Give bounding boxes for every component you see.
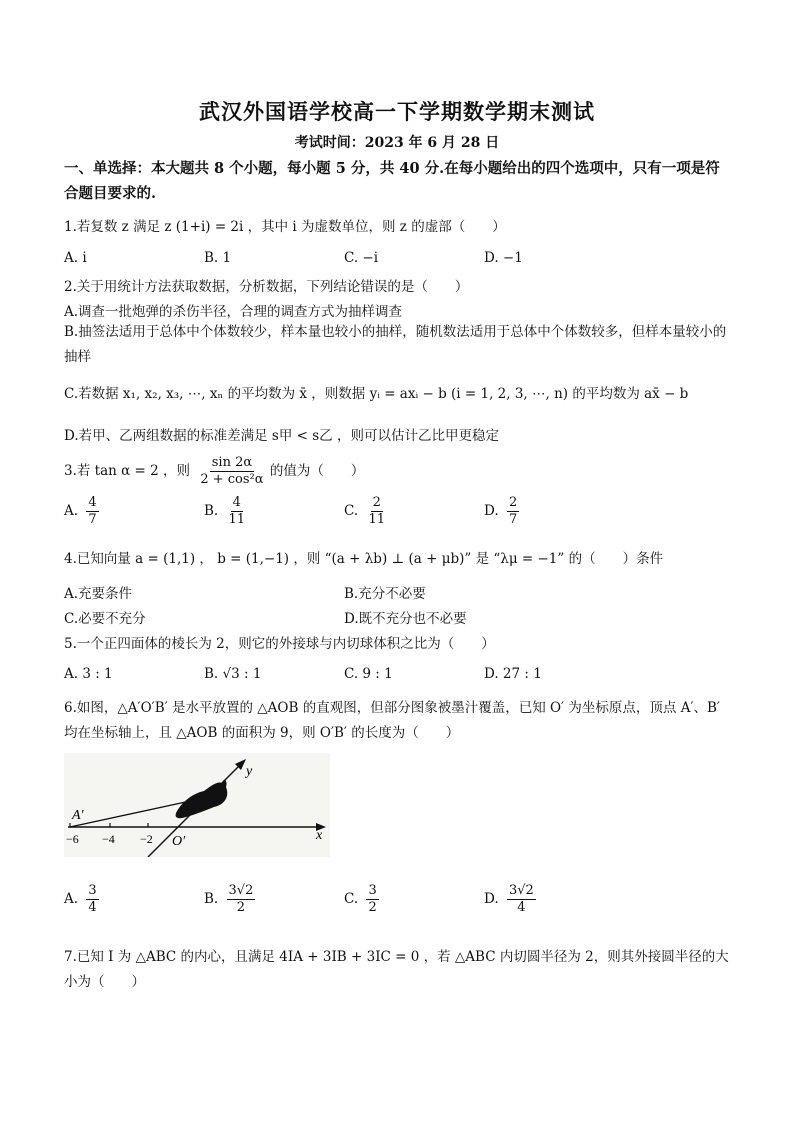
q6-a-frac — [86, 883, 98, 916]
tick-label-neg6: −6 — [66, 832, 79, 846]
q5-option-c: C. 9 : 1 — [344, 666, 393, 682]
q3-stem-pre: 3.若 tan α = 2 ，则 — [64, 463, 191, 479]
q6-a-label: A. — [64, 891, 79, 907]
q3-option-c — [344, 495, 387, 528]
q6-stem: 6.如图，△A′O′B′ 是水平放置的 △AOB 的直观图，但部分图象被墨汁覆盖，已知 O′ 为坐标原点，顶点 A′、B′ 均在坐标轴上，且 △AOB 的面积为 9，则 O′B′ 的长度为（ ） — [64, 700, 720, 741]
q1-option-b: B. 1 — [204, 250, 232, 266]
q6-coordinate-diagram — [64, 753, 330, 857]
q4-option-d: D.既不充分也不必要 — [344, 611, 467, 627]
q6-d-frac — [507, 883, 536, 916]
q7-stem: 7.已知 I 为 △ABC 的内心，且满足 4IA + 3IB + 3IC = 0 ，若 △ABC 内切圆半径为 2，则其外接圆半径的大小为（ ） — [64, 949, 729, 990]
tick-label-neg2: −2 — [140, 832, 153, 846]
q3-a-label: A. — [64, 503, 79, 519]
q3-b-frac — [227, 495, 248, 528]
q6-b-label: B. — [204, 891, 219, 907]
q6-option-c — [344, 883, 379, 916]
q6-a-num: 3 — [88, 883, 97, 898]
ink-blot — [176, 780, 228, 818]
q3-c-den: 11 — [368, 512, 385, 527]
q6-c-num: 3 — [368, 883, 377, 898]
q1-option-d: D. −1 — [484, 250, 523, 266]
q1-stem: 1.若复数 z 满足 z (1+i) = 2i ，其中 i 为虚数单位，则 z 的虚部（ ） — [64, 219, 506, 235]
q4-option-a: A.充要条件 — [64, 586, 133, 602]
q3-b-label: B. — [204, 503, 219, 519]
point-a-label: A′ — [72, 808, 84, 823]
q6-b-den: 2 — [236, 900, 246, 915]
q6-b-frac — [227, 883, 256, 916]
q3-a-num: 4 — [88, 495, 97, 510]
q6-c-den: 2 — [368, 900, 377, 915]
q6-d-den: 4 — [517, 900, 526, 915]
q3-b-num: 4 — [232, 495, 241, 510]
q3-d-frac — [507, 495, 519, 528]
q6-a-den: 4 — [88, 900, 97, 915]
q3-d-den: 7 — [508, 512, 518, 527]
q1-option-c: C. −i — [344, 250, 379, 266]
q2-option-d: D.若甲、乙两组数据的标准差满足 s甲 < s乙 ，则可以估计乙比甲更稳定 — [64, 428, 499, 444]
q5-stem: 5.一个正四面体的棱长为 2，则它的外接球与内切球体积之比为（ ） — [64, 636, 495, 652]
q3-option-a — [64, 495, 99, 528]
q6-option-d — [484, 883, 536, 916]
q3-stem — [64, 455, 364, 488]
q6-option-a — [64, 883, 99, 916]
section-heading: 一、单选择：本大题共 8 个小题，每小题 5 分，共 40 分.在每小题给出的四个选项中，只有一项是符合题目要求的. — [64, 160, 720, 202]
q2-stem: 2.关于用统计方法获取数据，分析数据，下列结论错误的是（ ） — [64, 279, 469, 295]
y-axis-label: y — [246, 764, 253, 779]
q2-option-c: C.若数据 x₁, x₂, x₃, ⋯, xₙ 的平均数为 x̄ ，则数据 yᵢ = axᵢ − b (i = 1, 2, 3, ⋯, n) 的平均数为 ax̄ − b — [64, 386, 689, 402]
q6-b-num: 3√2 — [228, 883, 254, 898]
q3-c-label: C. — [344, 503, 359, 519]
q3-d-num: 2 — [508, 495, 518, 510]
q4-option-b: B.充分不必要 — [344, 586, 426, 602]
q3-a-frac — [86, 495, 98, 528]
q1-option-a: A. i — [64, 250, 87, 266]
q6-figure — [64, 753, 330, 857]
q3-a-den: 7 — [88, 512, 97, 527]
q6-d-num: 3√2 — [508, 883, 534, 898]
q3-c-num: 2 — [372, 495, 381, 510]
q3-c-frac — [366, 495, 387, 528]
q4-option-c: C.必要不充分 — [64, 611, 146, 627]
origin-label: O′ — [172, 834, 186, 849]
q6-c-frac — [366, 883, 378, 916]
q3-frac-num: sin 2α — [211, 455, 253, 470]
q2-option-a: A.调查一批炮弹的杀伤半径，合理的调查方式为抽样调查 — [64, 304, 403, 320]
x-axis-label: x — [316, 828, 323, 843]
exam-time: 考试时间：2023 年 6 月 28 日 — [294, 135, 500, 151]
tick-label-neg4: −4 — [102, 832, 115, 846]
q3-frac-den: 2 + cos²α — [200, 472, 264, 487]
q3-option-b — [204, 495, 247, 528]
q6-c-label: C. — [344, 891, 359, 907]
q6-d-label: D. — [484, 891, 499, 907]
q3-b-den: 11 — [228, 512, 246, 527]
q2-option-b: B.抽签法适用于总体中个体数较少，样本量也较小的抽样，随机数法适用于总体中个体数较多，但样本量较小的抽样 — [64, 324, 727, 365]
q5-option-a: A. 3 : 1 — [64, 666, 113, 682]
q5-option-b: B. √3 : 1 — [204, 666, 262, 682]
q3-d-label: D. — [484, 503, 499, 519]
q3-option-d — [484, 495, 519, 528]
q3-stem-post: 的值为（ ） — [269, 463, 365, 479]
q5-option-d: D. 27 : 1 — [484, 666, 542, 682]
q3-fraction — [198, 455, 265, 488]
q4-stem: 4.已知向量 a = (1,1) ， b = (1,−1) ，则 “(a + λb) ⊥ (a + μb)” 是 “λμ = −1” 的（ ）条件 — [64, 551, 664, 567]
q6-option-b — [204, 883, 255, 916]
page-title: 武汉外国语学校高一下学期数学期末测试 — [199, 99, 595, 124]
